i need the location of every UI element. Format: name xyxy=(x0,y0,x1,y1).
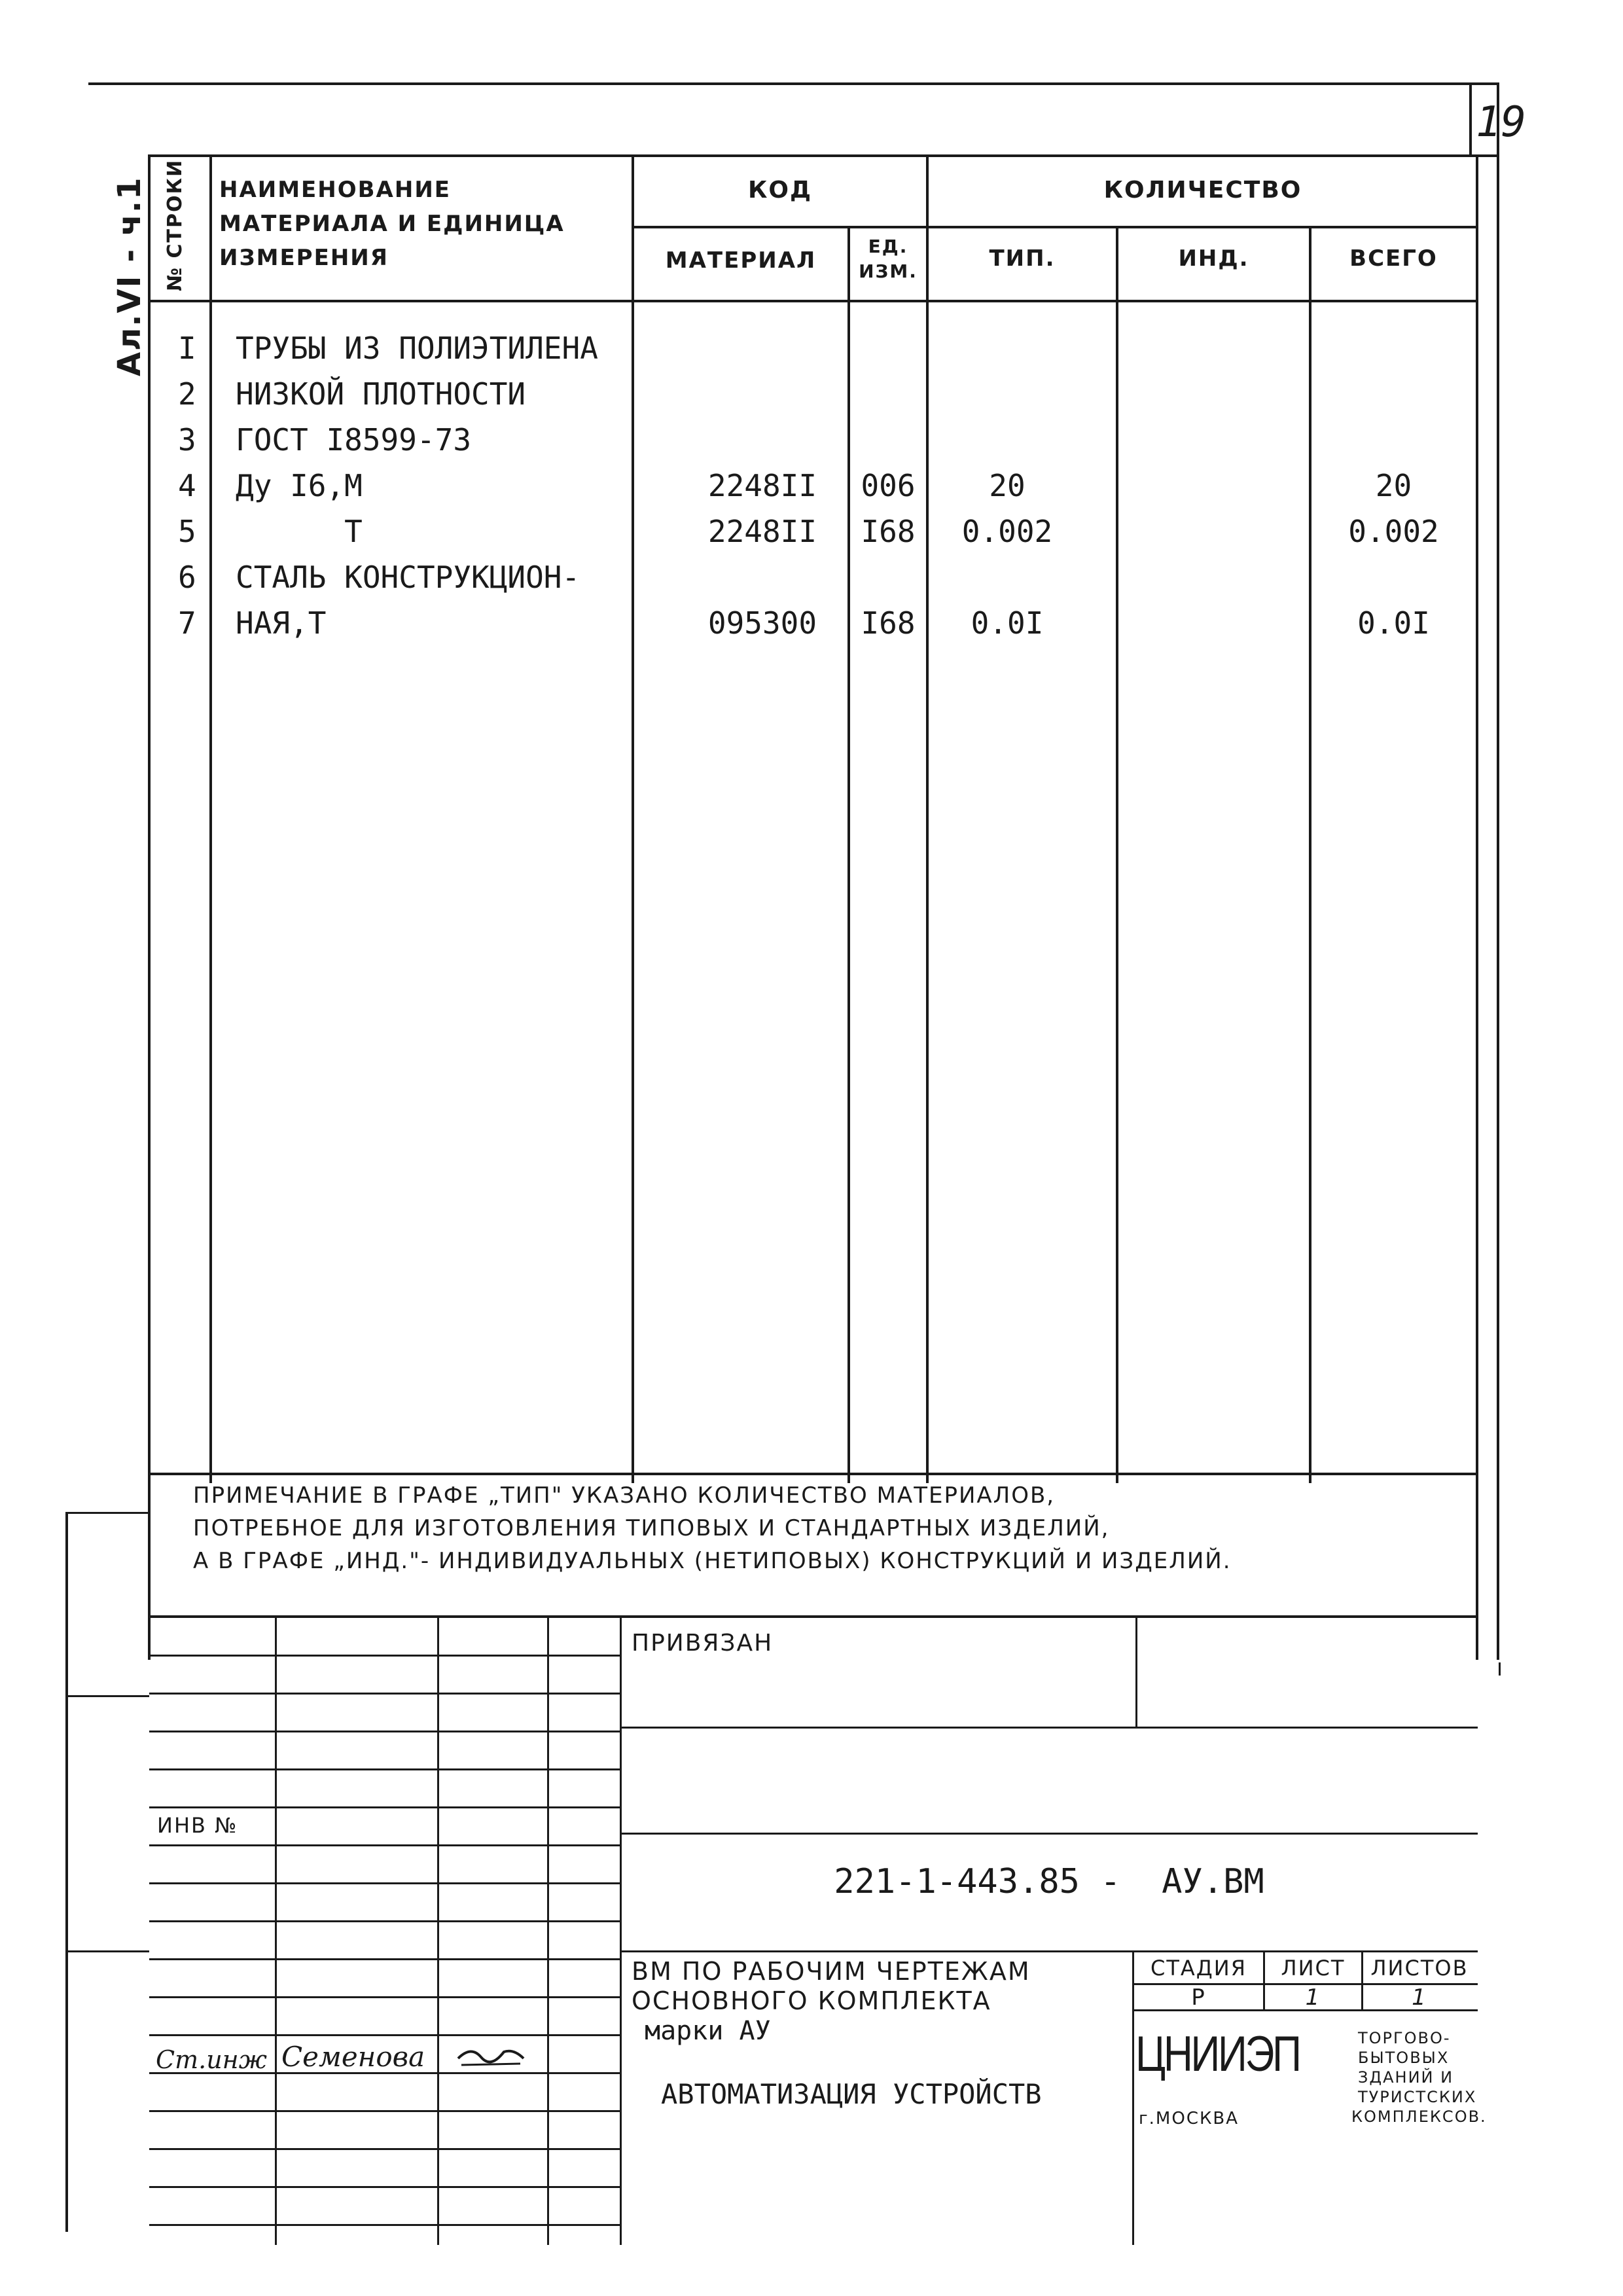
header-total: ВСЕГО xyxy=(1349,245,1438,272)
signer-role: Ст.инж xyxy=(156,2045,267,2074)
subtitle: АВТОМАТИЗАЦИЯ УСТРОЙСТВ xyxy=(661,2078,1042,2110)
stage-value: Р xyxy=(1191,1984,1206,2011)
row-number: 5 xyxy=(178,514,196,549)
signature-scribble xyxy=(452,2039,530,2072)
header-unit-2: ИЗМ. xyxy=(859,260,918,282)
row-number: 3 xyxy=(178,422,196,457)
row-name: Ду I6,М xyxy=(236,468,363,503)
row-unit: 006 xyxy=(861,468,916,503)
row-total: 20 xyxy=(1375,468,1412,503)
row-name: ГОСТ I8599-73 xyxy=(236,422,472,457)
linked-label: ПРИВЯЗАН xyxy=(632,1630,774,1657)
row-typ: 0.002 xyxy=(961,514,1053,549)
row-material: 2248II xyxy=(707,468,817,503)
signature xyxy=(452,2039,530,2074)
row-total: 0.002 xyxy=(1348,514,1439,549)
row-number: 2 xyxy=(178,376,196,412)
city: г.МОСКВА xyxy=(1139,2109,1240,2128)
title-line-3: марки АУ xyxy=(645,2016,771,2046)
row-name: НИЗКОЙ ПЛОТНОСТИ xyxy=(236,376,526,412)
header-unit-1: ЕД. xyxy=(868,236,908,257)
row-name: НАЯ,Т xyxy=(236,605,327,641)
org-name-5: КОМПЛЕКСОВ. xyxy=(1351,2108,1487,2126)
row-typ: 20 xyxy=(989,468,1026,503)
sheet-label: ЛИСТ xyxy=(1281,1956,1346,1981)
sheets-value: 1 xyxy=(1412,1984,1427,2011)
row-total: 0.0I xyxy=(1357,605,1430,641)
row-number: 6 xyxy=(178,560,196,595)
stage-label: СТАДИЯ xyxy=(1150,1956,1247,1981)
row-material: 095300 xyxy=(707,605,817,641)
row-name: ТРУБЫ ИЗ ПОЛИЭТИЛЕНА xyxy=(236,331,598,366)
org-name-4: ТУРИСТСКИХ xyxy=(1358,2088,1477,2106)
note-line-3: А В ГРАФЕ „ИНД."- ИНДИВИДУАЛЬНЫХ (НЕТИПОВЫХ) КОНСТРУКЦИЙ И ИЗДЕЛИЙ. xyxy=(193,1548,1232,1574)
page-number: 19 xyxy=(1476,98,1527,147)
row-number: 7 xyxy=(178,605,196,641)
org-logo: ЦНИИЭП xyxy=(1135,2026,1300,2082)
row-number: 4 xyxy=(178,468,196,503)
row-unit: I68 xyxy=(861,514,916,549)
header-ind: ИНД. xyxy=(1178,245,1249,272)
note-line-1: ПРИМЕЧАНИЕ В ГРАФЕ „ТИП" УКАЗАНО КОЛИЧЕСТВО МАТЕРИАЛОВ, xyxy=(193,1482,1056,1509)
header-name-3: ИЗМЕРЕНИЯ xyxy=(219,245,389,271)
header-row-number: № СТРОКИ xyxy=(164,158,187,291)
header-code: КОД xyxy=(747,177,813,204)
row-unit: I68 xyxy=(861,605,916,641)
org-name-3: ЗДАНИЙ И xyxy=(1358,2068,1454,2087)
row-material: 2248II xyxy=(707,514,817,549)
note-line-2: ПОТРЕБНОЕ ДЛЯ ИЗГОТОВЛЕНИЯ ТИПОВЫХ И СТАНДАРТНЫХ ИЗДЕЛИЙ, xyxy=(193,1515,1110,1541)
header-name-2: МАТЕРИАЛА И ЕДИНИЦА xyxy=(219,211,565,237)
sheets-label: ЛИСТОВ xyxy=(1370,1956,1469,1981)
org-name-2: БЫТОВЫХ xyxy=(1358,2049,1450,2067)
org-name-1: ТОРГОВО- xyxy=(1358,2029,1451,2047)
header-material: МАТЕРИАЛ xyxy=(665,247,817,274)
doc-code: 221-1-443.85 - АУ.ВМ xyxy=(834,1862,1264,1901)
header-typ: ТИП. xyxy=(989,245,1056,272)
row-number: I xyxy=(178,331,196,366)
inv-label: ИНВ № xyxy=(157,1813,238,1838)
row-name: Т xyxy=(236,514,363,549)
row-name: СТАЛЬ КОНСТРУКЦИОН- xyxy=(236,560,580,595)
album-label: Ал.VI - ч.1 xyxy=(111,176,148,376)
title-line-2: ОСНОВНОГО КОМПЛЕКТА xyxy=(632,1986,991,2015)
signer-name: Семенова xyxy=(281,2041,425,2073)
header-name-1: НАИМЕНОВАНИЕ xyxy=(219,177,452,203)
title-line-1: ВМ ПО РАБОЧИМ ЧЕРТЕЖАМ xyxy=(632,1957,1031,1986)
row-typ: 0.0I xyxy=(971,605,1044,641)
header-quantity: КОЛИЧЕСТВО xyxy=(1103,177,1302,204)
sheet-value: 1 xyxy=(1305,1984,1321,2011)
